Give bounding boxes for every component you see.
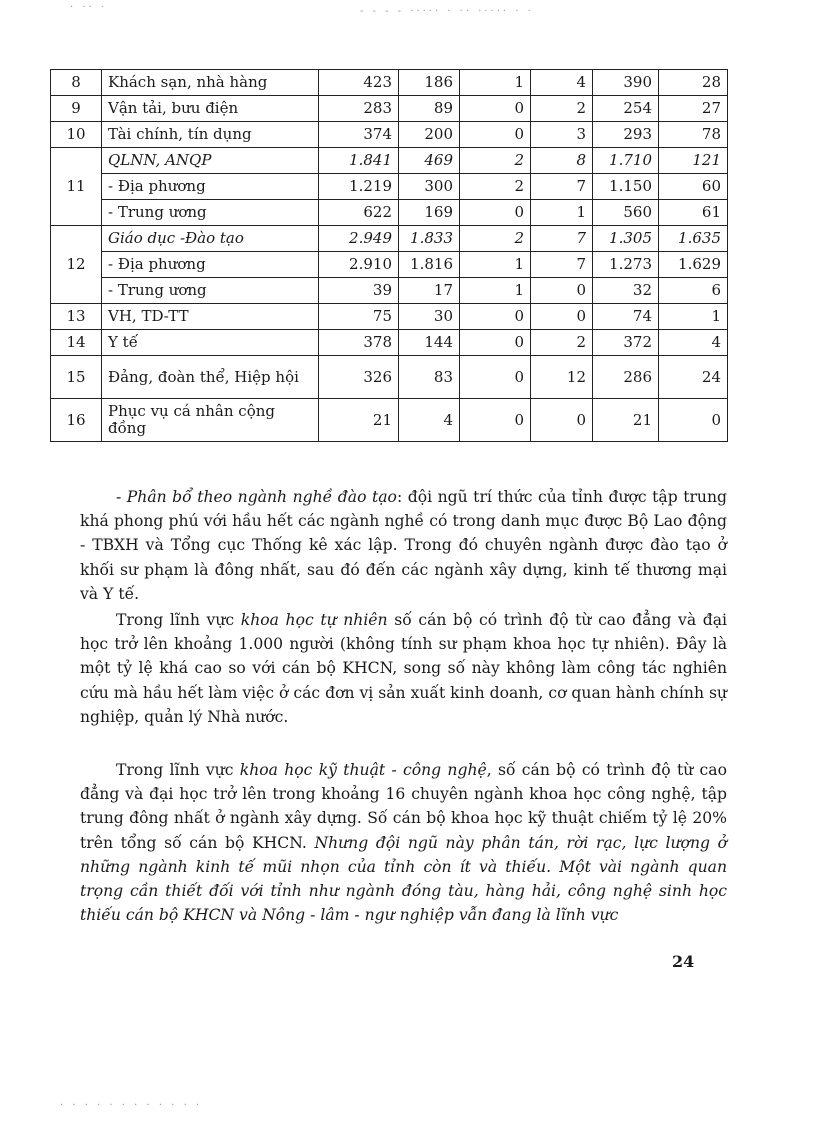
cell-value: 2 [460,174,531,200]
cell-value: 1.841 [319,148,399,174]
sector-name: Khách sạn, nhà hàng [102,70,319,96]
table-row [51,330,728,356]
cell-value: 121 [659,148,728,174]
row-number: 14 [51,330,102,356]
cell-value: 1.219 [319,174,399,200]
cell-value: 0 [531,399,593,442]
cell-value: 2 [460,226,531,252]
paragraph-text: Trong lĩnh vực [116,611,241,629]
cell-value: 60 [659,174,728,200]
cell-value: 0 [659,399,728,442]
cell-value: 89 [399,96,460,122]
cell-value: 378 [319,330,399,356]
cell-value: 17 [399,278,460,304]
row-number: 13 [51,304,102,330]
paragraph-text: Trong lĩnh vực [116,761,240,779]
cell-value: 78 [659,122,728,148]
table-row [51,122,728,148]
cell-value: 0 [531,278,593,304]
cell-value: 3 [531,122,593,148]
sector-name: VH, TD-TT [102,304,319,330]
cell-value: 28 [659,70,728,96]
scan-noise: - - - - ····· · ·· ····· · · [360,6,534,17]
cell-value: 0 [460,356,531,399]
cell-value: 1.635 [659,226,728,252]
sector-name: - Địa phương [102,252,319,278]
paragraph-text: : đội ngũ trí thức của tỉnh được tập trung khá phong phú với hầu hết các ngành nghề có trong danh mục được Bộ Lao động - TBXH và Tổng cục Thống kê xác lập. Trong đó chuyên ngành được đào tạo ở khối sư phạm là đông nhất, sau đó đến các ngành xây dựng, kinh tế thương mại và Y tế. [80,488,727,603]
statistics-table [50,69,728,442]
cell-value: 2.949 [319,226,399,252]
cell-value: 1.305 [593,226,659,252]
sector-name: Tài chính, tín dụng [102,122,319,148]
cell-value: 169 [399,200,460,226]
row-number: 10 [51,122,102,148]
cell-value: 423 [319,70,399,96]
cell-value: 30 [399,304,460,330]
cell-value: 4 [531,70,593,96]
cell-value: 293 [593,122,659,148]
cell-value: 1 [460,252,531,278]
statistics-table-container [50,69,727,442]
sector-name: - Trung ương [102,278,319,304]
cell-value: 2 [460,148,531,174]
cell-value: 1.273 [593,252,659,278]
cell-value: 0 [460,304,531,330]
cell-value: 12 [531,356,593,399]
cell-value: 7 [531,226,593,252]
table-row [51,226,728,252]
table-row [51,70,728,96]
sector-name: Phục vụ cá nhân cộng đồng [102,399,319,442]
table-row [51,200,728,226]
table-row [51,399,728,442]
paragraph-engineering-technology [80,758,727,927]
paragraph-emphasis: khoa học tự nhiên [240,611,388,629]
cell-value: 32 [593,278,659,304]
paragraph-text: số cán bộ có trình độ từ cao đẳng và đại học trở lên khoảng 1.000 người (không tính sư phạm khoa học tự nhiên). Đây là một tỷ lệ khá cao so với cán bộ KHCN, song số này không làm công tác nghiên cứu mà hầu hết làm việc ở các đơn vị sản xuất kinh doanh, cơ quan hành chính sự nghiệp, quản lý Nhà nước. [80,611,727,726]
cell-value: 6 [659,278,728,304]
cell-value: 1.150 [593,174,659,200]
cell-value: 286 [593,356,659,399]
cell-value: 7 [531,174,593,200]
cell-value: 390 [593,70,659,96]
paragraph-emphasis: khoa học kỹ thuật - công nghệ [239,761,487,779]
sector-name: Giáo dục -Đào tạo [102,226,319,252]
row-number: 15 [51,356,102,399]
cell-value: 1 [531,200,593,226]
cell-value: 1 [659,304,728,330]
row-number: 12 [51,226,102,304]
cell-value: 254 [593,96,659,122]
cell-value: 2 [531,330,593,356]
cell-value: 372 [593,330,659,356]
table-row [51,148,728,174]
cell-value: 83 [399,356,460,399]
cell-value: 0 [460,200,531,226]
cell-value: 21 [593,399,659,442]
cell-value: 0 [460,122,531,148]
cell-value: 1 [460,278,531,304]
cell-value: 61 [659,200,728,226]
table-row [51,252,728,278]
cell-value: 1.816 [399,252,460,278]
cell-value: 200 [399,122,460,148]
cell-value: 622 [319,200,399,226]
cell-value: 0 [531,304,593,330]
cell-value: 374 [319,122,399,148]
cell-value: 283 [319,96,399,122]
scan-noise: · · · · · · · · · · · · [60,1100,203,1111]
sector-name: - Địa phương [102,174,319,200]
row-number: 11 [51,148,102,226]
sector-name: QLNN, ANQP [102,148,319,174]
row-number: 16 [51,399,102,442]
table-row [51,356,728,399]
paragraph-training-distribution [80,485,727,606]
cell-value: 39 [319,278,399,304]
cell-value: 1.833 [399,226,460,252]
table-row [51,304,728,330]
table-row [51,174,728,200]
row-number: 9 [51,96,102,122]
cell-value: 560 [593,200,659,226]
sector-name: Vận tải, bưu điện [102,96,319,122]
scan-noise: · ·· · [70,2,108,13]
cell-value: 0 [460,330,531,356]
cell-value: 75 [319,304,399,330]
paragraph-emphasis: Nhưng đội ngũ này phân tán, rời rạc, lực lượng ở những ngành kinh tế mũi nhọn của tỉnh còn ít và thiếu. Một vài ngành quan trọng cần thiết đối với tỉnh như ngành đóng tàu, hàng hải, công nghệ sinh học thiếu cán bộ KHCN và Nông - lâm - ngư nghiệp vẫn đang là lĩnh vực [80,833,727,925]
cell-value: 469 [399,148,460,174]
cell-value: 1 [460,70,531,96]
paragraph-natural-sciences [80,608,727,729]
cell-value: 0 [460,96,531,122]
cell-value: 7 [531,252,593,278]
cell-value: 21 [319,399,399,442]
cell-value: 0 [460,399,531,442]
cell-value: 1.710 [593,148,659,174]
page-number: 24 [672,952,695,971]
table-row [51,96,728,122]
sector-name: Đảng, đoàn thể, Hiệp hội [102,356,319,399]
sector-name: - Trung ương [102,200,319,226]
table-row [51,278,728,304]
cell-value: 8 [531,148,593,174]
paragraph-text: , số cán bộ có trình độ từ cao đẳng và đại học trở lên trong khoảng 16 chuyên ngành khoa học công nghệ, tập trung đông nhất ở ngành xây dựng. Số cán bộ khoa học kỹ thuật chiếm tỷ lệ 20% trên tổng số cán bộ KHCN. [80,761,727,852]
cell-value: 144 [399,330,460,356]
cell-value: 74 [593,304,659,330]
cell-value: 186 [399,70,460,96]
cell-value: 326 [319,356,399,399]
cell-value: 2.910 [319,252,399,278]
cell-value: 24 [659,356,728,399]
cell-value: 2 [531,96,593,122]
paragraph-lead: - Phân bổ theo ngành nghề đào tạo [116,488,397,506]
cell-value: 27 [659,96,728,122]
cell-value: 1.629 [659,252,728,278]
cell-value: 4 [399,399,460,442]
row-number: 8 [51,70,102,96]
cell-value: 300 [399,174,460,200]
cell-value: 4 [659,330,728,356]
sector-name: Y tế [102,330,319,356]
